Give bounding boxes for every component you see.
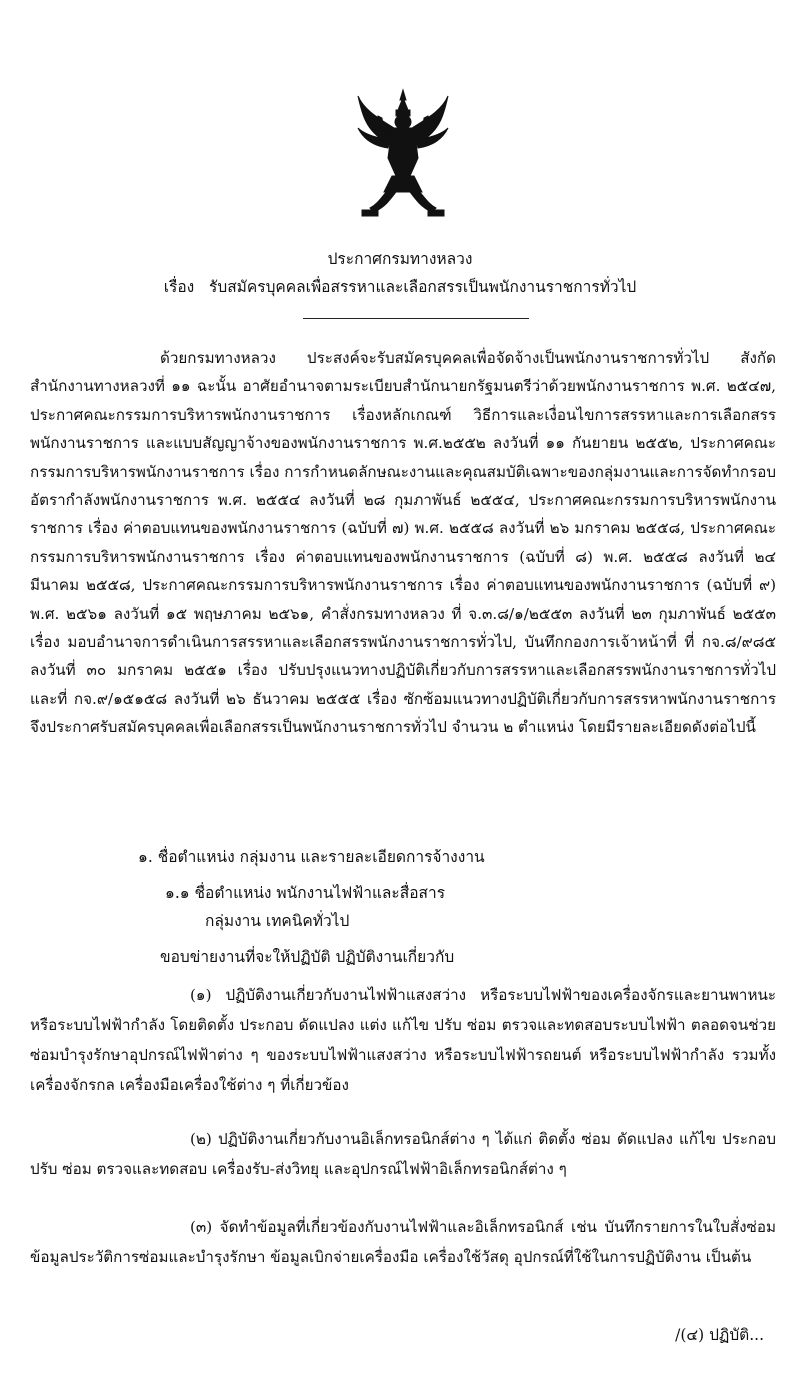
duty-item-1: (๑) ปฏิบัติงานเกี่ยวกับงานไฟฟ้าแสงสว่าง หรือระบบไฟฟ้าของเครื่องจักรและยานพาหนะ หรือระบบไฟฟ้ากำลัง โดยติดตั้ง ประกอบ ดัดแปลง แต่ง แก้ไข ปรับ ซ่อม ตรวจและทดสอบระบบไฟฟ้า ตลอดจนช่วยซ่อมบำรุงรักษาอุปกรณ์ไฟฟ้าต่าง ๆ ของระบบไฟฟ้าแสงสว่าง หรือระบบไฟฟ้ารถยนต์ หรือระบบไฟฟ้ากำลัง รวมทั้งเครื่องจักรกล เครื่องมือเครื่องใช้ต่าง ๆ ที่เกี่ยวข้อง — [30, 986, 776, 1094]
subject-label: เรื่อง — [163, 278, 195, 296]
continuation-marker: /(๔) ปฏิบัติ... — [675, 1326, 764, 1344]
position-name: ๑.๑ ชื่อตำแหน่ง พนักงานไฟฟ้าและสื่อสาร — [165, 884, 446, 902]
section-1-heading: ๑. ชื่อตำแหน่ง กลุ่มงาน และรายละเอียดการจ้างงาน — [138, 848, 485, 866]
section-1-1 — [30, 879, 776, 935]
announcement-subject-line — [0, 274, 800, 299]
garuda-emblem — [356, 88, 450, 220]
announcement-title: ประกาศกรมทางหลวง — [327, 250, 473, 268]
scope-heading: ขอบข่ายงานที่จะให้ปฏิบัติ ปฏิบัติงานเกี่ยวกับ — [160, 948, 455, 966]
intro-paragraph: ด้วยกรมทางหลวง ประสงค์จะรับสมัครบุคคลเพื่อจัดจ้างเป็นพนักงานราชการทั่วไป สังกัดสำนักงานทางหลวงที่ ๑๑ ฉะนั้น อาศัยอำนาจตามระเบียบสำนักนายกรัฐมนตรีว่าด้วยพนักงานราชการ พ.ศ. ๒๕๔๗, ประกาศคณะกรรมการบริหารพนักงานราชการ เรื่องหลักเกณฑ์ วิธีการและเงื่อนไขการสรรหาและการเลือกสรรพนักงานราชการ และแบบสัญญาจ้างของพนักงานราชการ พ.ศ.๒๕๕๒ ลงวันที่ ๑๑ กันยายน ๒๕๕๒, ประกาศคณะกรรมการบริหารพนักงานราชการ เรื่อง การกำหนดลักษณะงานและคุณสมบัติเฉพาะของกลุ่มงานและการจัดทำกรอบอัตรากำลังพนักงานราชการ พ.ศ. ๒๕๕๔ ลงวันที่ ๒๘ กุมภาพันธ์ ๒๕๕๔, ประกาศคณะกรรมการบริหารพนักงานราชการ เรื่อง ค่าตอบแทนของพนักงานราชการ (ฉบับที่ ๗) พ.ศ. ๒๕๕๘ ลงวันที่ ๒๖ มกราคม ๒๕๕๘, ประกาศคณะกรรมการบริหารพนักงานราชการ เรื่อง ค่าตอบแทนของพนักงานราชการ (ฉบับที่ ๘) พ.ศ. ๒๕๕๘ ลงวันที่ ๒๔ มีนาคม ๒๕๕๘, ประกาศคณะกรรมการบริหารพนักงานราชการ เรื่อง ค่าตอบแทนของพนักงานราชการ (ฉบับที่ ๙) พ.ศ. ๒๕๖๑ ลงวันที่ ๑๕ พฤษภาคม ๒๕๖๑, คำสั่งกรมทางหลวง ที่ จ.๓.๘/๑/๒๕๕๓ ลงวันที่ ๒๓ กุมภาพันธ์ ๒๕๕๓ เรื่อง มอบอำนาจการดำเนินการสรรหาและเลือกสรรพนักงานราชการทั่วไป, บันทึกกองการเจ้าหน้าที่ ที่ กจ.๘/๙๘๕ ลงวันที่ ๓๐ มกราคม ๒๕๕๑ เรื่อง ปรับปรุงแนวทางปฏิบัติเกี่ยวกับการสรรหาและเลือกสรรพนักงานราชการทั่วไป และที่ กจ.๙/๑๕๑๕๘ ลงวันที่ ๒๖ ธันวาคม ๒๕๕๕ เรื่อง ซักซ้อมแนวทางปฏิบัติเกี่ยวกับการสรรหาพนักงานราชการ จึงประกาศรับสมัครบุคคลเพื่อเลือกสรรเป็นพนักงานราชการทั่วไป จำนวน ๒ ตำแหน่ง โดยมีรายละเอียดดังต่อไปนี้ — [30, 349, 777, 737]
title-divider — [303, 318, 529, 319]
duty-item-2: (๒) ปฏิบัติงานเกี่ยวกับงานอิเล็กทรอนิกส์ต่าง ๆ ได้แก่ ติดตั้ง ซ่อม ดัดแปลง แก้ไข ประกอบ ปรับ ซ่อม ตรวจและทดสอบ เครื่องรับ-ส่งวิทยุ และอุปกรณ์ไฟฟ้าอิเล็กทรอนิกส์ต่าง ๆ — [30, 1130, 776, 1178]
duty-item-3: (๓) จัดทำข้อมูลที่เกี่ยวข้องกับงานไฟฟ้าและอิเล็กทรอนิกส์ เช่น บันทึกรายการในใบสั่งซ่อม ข้อมูลประวัติการซ่อมและบำรุงรักษา ข้อมูลเบิกจ่ายเครื่องมือ เครื่องใช้วัสดุ อุปกรณ์ที่ใช้ในการปฏิบัติงาน เป็นต้น — [30, 1218, 776, 1266]
subject-text: รับสมัครบุคคลเพื่อสรรหาและเลือกสรรเป็นพนักงานราชการทั่วไป — [209, 278, 637, 296]
position-group: กลุ่มงาน เทคนิคทั่วไป — [205, 912, 350, 930]
